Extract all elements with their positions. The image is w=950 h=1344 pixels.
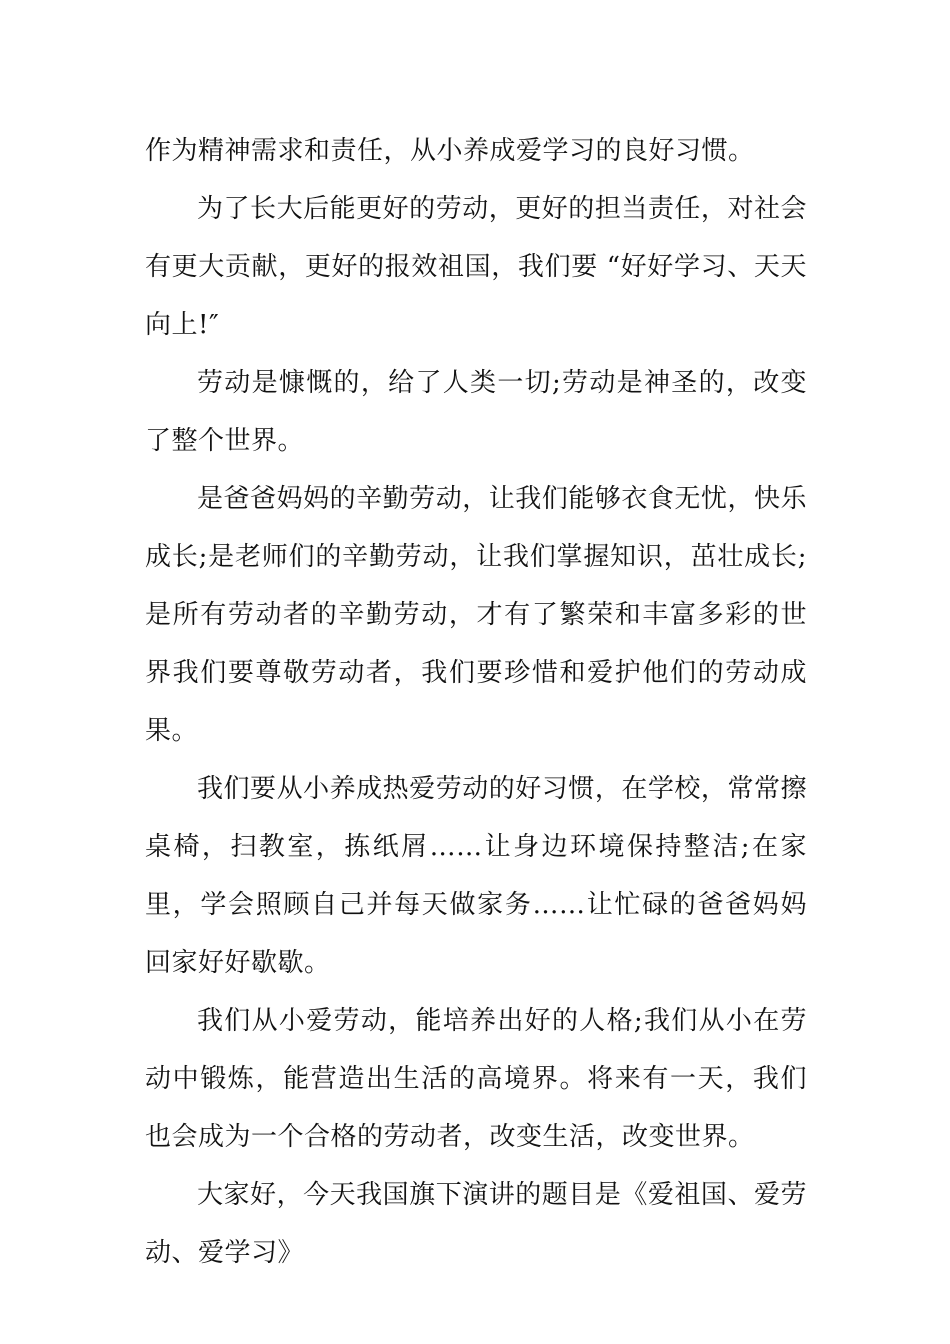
- paragraph-5: 我们要从小养成热爱劳动的好习惯，在学校，常常擦桌椅，扫教室，拣纸屑……让身边环境保持整洁;在家里，学会照顾自己并每天做家务……让忙碌的爸爸妈妈回家好好歇歇。: [145, 774, 807, 978]
- paragraph-6: 我们从小爱劳动，能培养出好的人格;我们从小在劳动中锻炼，能营造出生活的高境界。将来有一天，我们也会成为一个合格的劳动者，改变生活，改变世界。: [145, 1006, 807, 1152]
- paragraph-1: 作为精神需求和责任，从小养成爱学习的良好习惯。: [145, 136, 755, 166]
- paragraph-3: 劳动是慷慨的，给了人类一切;劳动是神圣的，改变了整个世界。: [145, 368, 807, 456]
- paragraph-2: 为了长大后能更好的劳动，更好的担当责任，对社会有更大贡献，更好的报效祖国，我们要 “好好学习、天天向上!″: [145, 194, 807, 340]
- paragraph-4: 是爸爸妈妈的辛勤劳动，让我们能够衣食无忧，快乐成长;是老师们的辛勤劳动，让我们掌握知识，茁壮成长;是所有劳动者的辛勤劳动，才有了繁荣和丰富多彩的世界我们要尊敬劳动者，我们要珍惜和爱护他们的劳动成果。: [145, 484, 807, 746]
- paragraph-7: 大家好，今天我国旗下演讲的题目是《爱祖国、爱劳动、爱学习》: [145, 1180, 807, 1268]
- document-body: [145, 122, 807, 1282]
